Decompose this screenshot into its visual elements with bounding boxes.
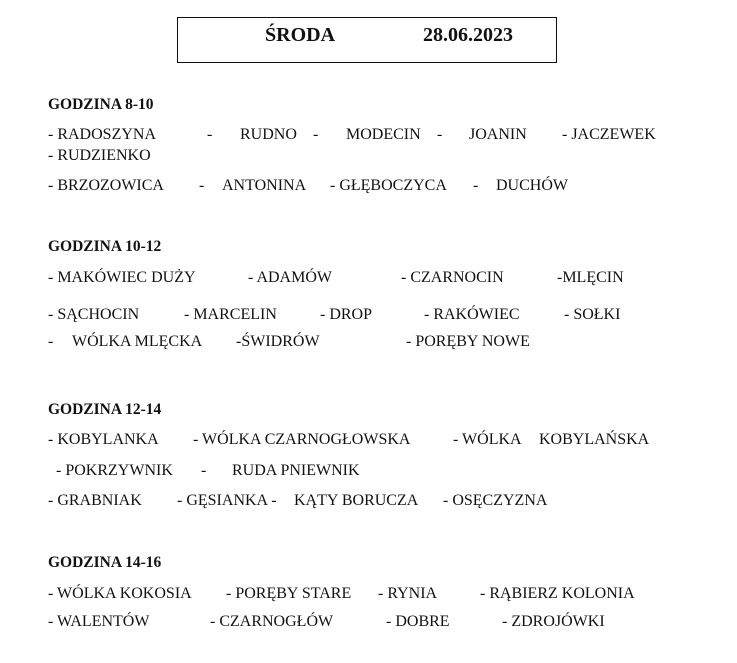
village-item: -	[473, 177, 479, 194]
village-item: JOANIN	[469, 126, 527, 143]
village-item: - GRABNIAK	[48, 492, 142, 509]
section-title: GODZINA 10-12	[48, 238, 162, 255]
village-item: KOBYLAŃSKA	[539, 431, 650, 448]
village-item: - MAKÓWIEC DUŻY	[48, 269, 196, 286]
village-item: - WALENTÓW	[48, 613, 150, 630]
village-item: - ZDROJÓWKI	[502, 613, 605, 630]
village-item: - WÓLKA KOKOSIA	[48, 585, 192, 602]
village-item: - RADOSZYNA	[48, 126, 156, 143]
village-item: RUDA PNIEWNIK	[232, 462, 360, 479]
village-item: - GŁĘBOCZYCA	[330, 177, 447, 194]
village-item: RUDNO	[240, 126, 297, 143]
village-item: - JACZEWEK	[562, 126, 656, 143]
village-item: - KOBYLANKA	[48, 431, 159, 448]
village-item: - DROP	[320, 306, 373, 323]
village-item: - CZARNOGŁÓW	[210, 613, 334, 630]
village-item: - DOBRE	[386, 613, 450, 630]
village-item: WÓLKA MLĘCKA	[72, 333, 203, 350]
day-label: ŚRODA	[265, 24, 336, 46]
village-item: - OSĘCZYZNA	[443, 492, 548, 509]
village-item: - WÓLKA CZARNOGŁOWSKA	[193, 431, 411, 448]
village-item: -	[437, 126, 443, 143]
village-item: - RUDZIENKO	[48, 147, 151, 164]
village-item: - RYNIA	[378, 585, 438, 602]
village-item: - CZARNOCIN	[401, 269, 504, 286]
village-item: -	[48, 333, 54, 350]
village-item: - SOŁKI	[564, 306, 621, 323]
village-item: DUCHÓW	[496, 177, 568, 194]
village-item: - GĘSIANKA -	[177, 492, 277, 509]
village-item: - BRZOZOWICA	[48, 177, 164, 194]
village-item: - PORĘBY STARE	[226, 585, 352, 602]
village-item: - WÓLKA	[453, 431, 522, 448]
village-item: - RĄBIERZ KOLONIA	[480, 585, 635, 602]
section-title: GODZINA 12-14	[48, 401, 162, 418]
village-item: -ŚWIDRÓW	[236, 333, 320, 350]
village-item: - MARCELIN	[184, 306, 277, 323]
village-item: -	[207, 126, 213, 143]
header-box	[177, 17, 557, 63]
village-item: -MLĘCIN	[557, 269, 624, 286]
section-title: GODZINA 8-10	[48, 96, 154, 113]
village-item: MODECIN	[346, 126, 421, 143]
section-title: GODZINA 14-16	[48, 554, 162, 571]
village-item: - POKRZYWNIK	[56, 462, 173, 479]
village-item: -	[313, 126, 319, 143]
village-item: -	[199, 177, 205, 194]
village-item: - ADAMÓW	[248, 269, 332, 286]
village-item: -	[201, 462, 207, 479]
village-item: KĄTY BORUCZA	[294, 492, 419, 509]
village-item: - RAKÓWIEC	[424, 306, 520, 323]
village-item: ANTONINA	[222, 177, 307, 194]
date-label: 28.06.2023	[423, 24, 513, 46]
village-item: - PORĘBY NOWE	[406, 333, 530, 350]
village-item: - SĄCHOCIN	[48, 306, 140, 323]
